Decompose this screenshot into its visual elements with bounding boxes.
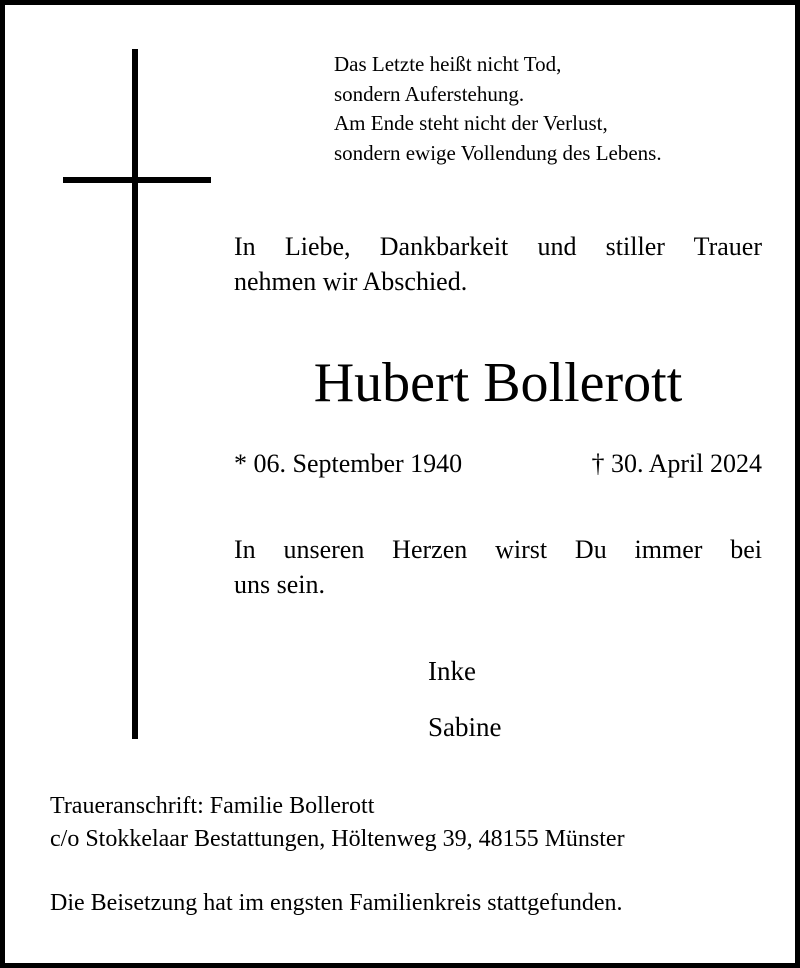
intro-line-2: nehmen wir Abschied. [234,267,468,296]
cross-icon [132,49,138,739]
poem-line: Am Ende steht nicht der Verlust, [334,111,608,135]
signatory-name: Inke [428,656,476,686]
mourning-address [50,790,770,856]
poem-line: sondern Auferstehung. [334,81,525,106]
birth-date: * 06. September 1940 [234,449,463,478]
signatory-name: Sabine [428,712,502,742]
signatories [428,643,502,755]
poem-line: sondern ewige Vollendung des Lebens. [334,140,662,165]
intro-line-1: In Liebe, Dankbarkeit und stiller Trauer [234,232,762,261]
burial-note: Die Beisetzung hat im engsten Familienkreis stattgefunden. [50,890,623,916]
address-line-2: c/o Stokkelaar Bestattungen, Höltenweg 39, 48155 Münster [50,826,625,852]
poem-line: Das Letzte heißt nicht Tod, [334,52,562,76]
memorial-message [234,532,762,602]
message-line-1: In unseren Herzen wirst Du immer bei [234,535,762,564]
message-line-2: uns sein. [234,570,325,599]
death-date: † 30. April 2024 [591,449,762,478]
poem-verse [334,50,774,168]
intro-text [234,229,762,299]
address-line-1: Traueranschrift: Familie Bollerott [50,793,375,819]
deceased-name: Hubert Bollerott [313,352,683,414]
life-dates [234,445,762,485]
cross-icon-crossbar [63,177,211,183]
